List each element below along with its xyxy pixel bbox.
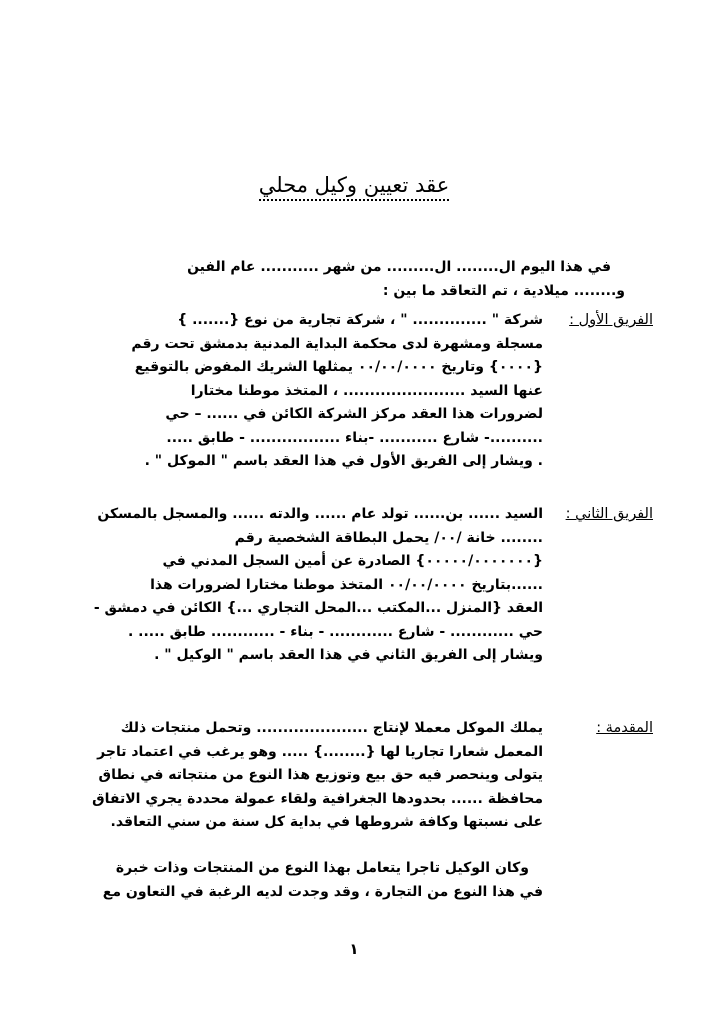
preamble-line: يملك الموكل معملا لإنتاج ..................... وتحمل منتجات ذلك (120, 720, 543, 736)
page-number: ١ (349, 940, 359, 958)
first-party-line: ..........- شارع ........... -بناء ................. - طابق ..... (166, 429, 543, 446)
preamble-line: يتولى وينحصر فيه حق بيع وتوزيع هذا النوع من منتجاته في نطاق (98, 767, 543, 783)
first-party-line: شركة " .............. " ، شركة تجارية من نوع {....... } (177, 312, 543, 328)
second-party-line: العقد {المنزل ...المكتب ...المحل التجاري ...} الكائن في دمشق - (93, 600, 543, 616)
second-party-line: ......بتاريخ ٠٠/٠٠/٠٠٠٠ المتخذ موطنا مختارا لضرورات هذا (150, 576, 543, 593)
second-party-line: ويشار إلى الفريق الثاني في هذا العقد باسم " الوكيل " . (154, 647, 543, 663)
first-party-line: عنها السيد ....................... ، المتخذ موطنا مختارا (190, 382, 543, 399)
intro-line: و........ ميلادية ، تم التعاقد ما بين : (382, 282, 625, 299)
preamble-line: وكان الوكيل تاجرا يتعامل بهذا النوع من المنتجات وذات خبرة (115, 860, 529, 876)
preamble-paragraph-2 (60, 857, 543, 904)
intro-line: في هذا اليوم ال........ ال......... من شهر ........... عام الفين (187, 259, 611, 275)
second-party-label: الفريق الثاني : (565, 506, 653, 522)
second-party-line: ........ خانة /٠٠/ يحمل البطاقة الشخصية رقم (234, 529, 543, 546)
second-party-line: حي ............ - شارع ............ - بناء - ............ طابق ..... . (127, 623, 543, 640)
preamble-line: في هذا النوع من التجارة ، وقد وجدت لديه الرغبة في التعاون مع (102, 883, 543, 900)
preamble-line: المعمل شعارا تجاريا لها {........} ..... وهو يرغب في اعتماد تاجر (97, 743, 543, 760)
first-party-label: الفريق الأول : (569, 312, 653, 328)
preamble-line: على نسبتها وكافة شروطها في بداية كل سنة من سني التعاقد. (110, 814, 543, 830)
first-party-line: لضرورات هذا العقد مركز الشركة الكائن في ...... – حي (165, 406, 543, 422)
preamble-paragraph (60, 717, 543, 835)
first-party-line: {٠٠٠٠} وتاريخ ٠٠/٠٠/٠٠٠٠ يمثلها الشريك المفوض بالتوقيع (134, 359, 543, 375)
intro-paragraph (105, 256, 625, 303)
first-party-line: . ويشار إلى الفريق الأول في هذا العقد باسم " الموكل " . (144, 453, 543, 469)
contract-title-text: عقد تعيين وكيل محلي (259, 173, 449, 201)
second-party-paragraph (60, 503, 543, 668)
first-party-line: مسجلة ومشهرة لدى محكمة البداية المدنية بدمشق تحت رقم (131, 335, 543, 352)
second-party-line: السيد ...... بن...... تولد عام ...... والدته ...... والمسجل بالمسكن (97, 506, 543, 522)
preamble-line: محافظة ...... بحدودها الجغرافية ولقاء عمولة محددة يجري الاتفاق (92, 790, 543, 807)
preamble-label: المقدمة : (596, 720, 653, 736)
first-party-paragraph (60, 309, 543, 474)
second-party-line: {٠٠٠٠٠/٠٠٠٠٠٠٠} الصادرة عن أمين السجل المدني في (162, 553, 543, 569)
contract-title (0, 170, 708, 200)
